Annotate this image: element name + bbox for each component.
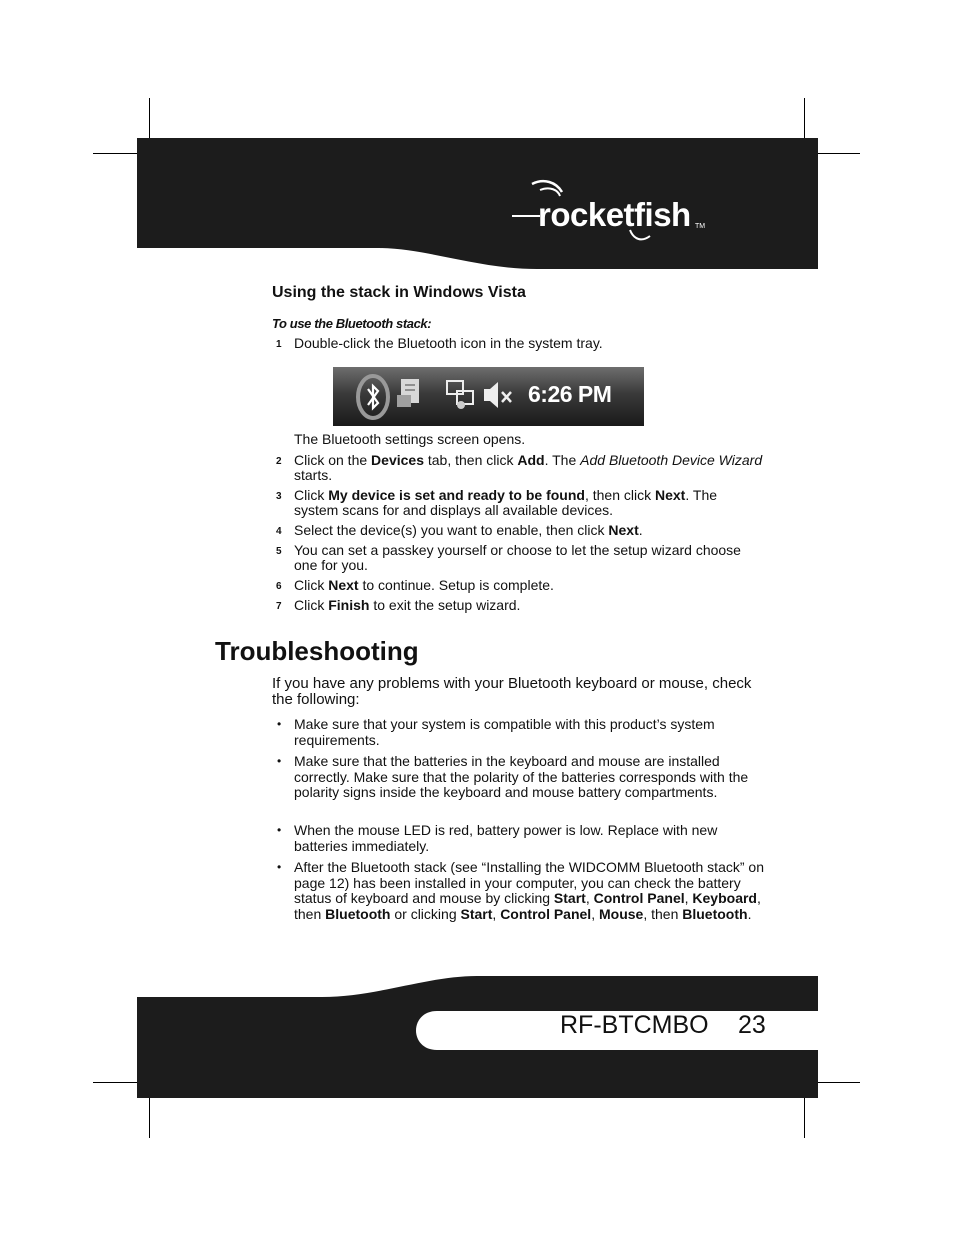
- bold-term: Next: [608, 522, 639, 538]
- step-number: 5: [276, 546, 282, 557]
- troubleshooting-intro: If you have any problems with your Bluetooth keyboard or mouse, check the following:: [272, 675, 752, 708]
- text-run: . The: [544, 452, 581, 468]
- system-tray-screenshot: [333, 367, 644, 426]
- step-number: 6: [276, 581, 282, 592]
- bold-term: Keyboard: [692, 890, 757, 907]
- page-number: 23: [738, 1011, 766, 1039]
- step-item: [272, 598, 764, 613]
- bullet-item: [272, 754, 764, 801]
- step-item: [272, 543, 764, 573]
- step-item: [272, 488, 764, 518]
- bold-term: Bluetooth: [682, 905, 748, 922]
- text-run: or clicking: [390, 905, 461, 922]
- network-icon: [445, 377, 477, 411]
- troubleshooting-title: Troubleshooting: [215, 636, 419, 666]
- text-run: to continue. Setup is complete.: [358, 577, 554, 593]
- step-number: 7: [276, 601, 282, 612]
- text-run: Make sure that your system is compatible with this product’s system requirements.: [294, 716, 715, 748]
- crop-mark: [804, 98, 805, 138]
- step-item: [272, 432, 764, 447]
- bullet-marker: •: [277, 823, 282, 837]
- text-run: .: [638, 522, 643, 538]
- bold-term: Bluetooth: [325, 905, 391, 922]
- crop-mark: [149, 98, 150, 138]
- text-run: ,: [591, 905, 599, 922]
- text-run: Double-click the Bluetooth icon in the system tray.: [294, 335, 603, 351]
- text-run: ,: [585, 890, 594, 907]
- step-item: [272, 453, 764, 483]
- text-run: tab, then click: [423, 452, 518, 468]
- crop-mark: [93, 1082, 137, 1083]
- bullet-marker: •: [277, 860, 282, 874]
- text-run: . The system scans for and displays all available devices.: [294, 487, 718, 518]
- text-run: After the Bluetooth stack (see “Installing the WIDCOMM Bluetooth stack” on page 12) has been installed in your computer, you can check the battery status of keyboard and mouse by clicking: [294, 859, 764, 907]
- speaker-muted-icon: [481, 378, 515, 412]
- text-run: to exit the setup wizard.: [369, 597, 521, 613]
- step-number: 3: [276, 491, 282, 502]
- crop-mark: [804, 1098, 805, 1138]
- text-run: Click: [294, 577, 329, 593]
- text-run: Make sure that the batteries in the keyboard and mouse are installed correctly. Make sure that the polarity of the batteries corresponds with the polarity signs inside the keyboard and mouse battery compartments.: [294, 753, 749, 801]
- text-run: ,: [492, 905, 501, 922]
- step-item: [272, 523, 764, 538]
- bold-term: Finish: [328, 597, 370, 613]
- step-item: [272, 578, 764, 593]
- crop-mark: [149, 1098, 150, 1138]
- crop-mark: [818, 1082, 860, 1083]
- section-title: Using the stack in Windows Vista: [272, 284, 526, 301]
- clock-time: 6:26 PM: [528, 381, 612, 407]
- bold-term: Next: [328, 577, 359, 593]
- text-run: When the mouse LED is red, battery power is low. Replace with new batteries immediately.: [294, 822, 718, 854]
- bullet-marker: •: [277, 754, 282, 768]
- step-item: [272, 336, 764, 351]
- bold-term: Mouse: [598, 905, 644, 922]
- crop-mark: [93, 153, 137, 154]
- step-number: 1: [276, 339, 282, 350]
- bold-term: Control Panel: [500, 905, 592, 922]
- network-doc-icon: [395, 377, 425, 411]
- text-run: You can set a passkey yourself or choose to let the setup wizard choose one for you.: [294, 542, 741, 573]
- logo-trademark: TM: [695, 223, 706, 230]
- footer-band: [137, 976, 818, 1098]
- logo-wordmark: rocketfish: [538, 196, 691, 233]
- text-run: The Bluetooth settings screen opens.: [294, 431, 526, 447]
- step-number: 4: [276, 526, 282, 537]
- text-run: Select the device(s) you want to enable, then click: [294, 522, 609, 538]
- text-run: .: [747, 905, 752, 922]
- text-run: ,: [684, 890, 693, 907]
- crop-mark: [818, 153, 860, 154]
- model-number: RF-BTCMBO: [560, 1011, 709, 1039]
- text-run: starts.: [294, 467, 333, 483]
- bold-term: Next: [655, 487, 686, 503]
- bullet-item: [272, 823, 764, 854]
- bold-term: Devices: [371, 452, 424, 468]
- bold-term: Control Panel: [593, 890, 685, 907]
- step-number: 2: [276, 456, 282, 467]
- bold-term: Add: [517, 452, 545, 468]
- bold-term: Start: [553, 890, 586, 907]
- bold-term: Start: [460, 905, 493, 922]
- text-run: Click: [294, 487, 329, 503]
- bullet-item: [272, 717, 764, 748]
- text-run: Click: [294, 597, 329, 613]
- text-run: , then click: [584, 487, 655, 503]
- bluetooth-icon: [355, 372, 395, 422]
- text-run: Click on the: [294, 452, 372, 468]
- text-run: , then: [643, 905, 683, 922]
- text-run: , then: [294, 890, 761, 922]
- italic-term: Add Bluetooth Device Wizard: [580, 452, 763, 468]
- bold-term: My device is set and ready to be found: [328, 487, 585, 503]
- bullet-item: [272, 860, 764, 922]
- bullet-marker: •: [277, 717, 282, 731]
- procedure-title: To use the Bluetooth stack:: [272, 316, 432, 331]
